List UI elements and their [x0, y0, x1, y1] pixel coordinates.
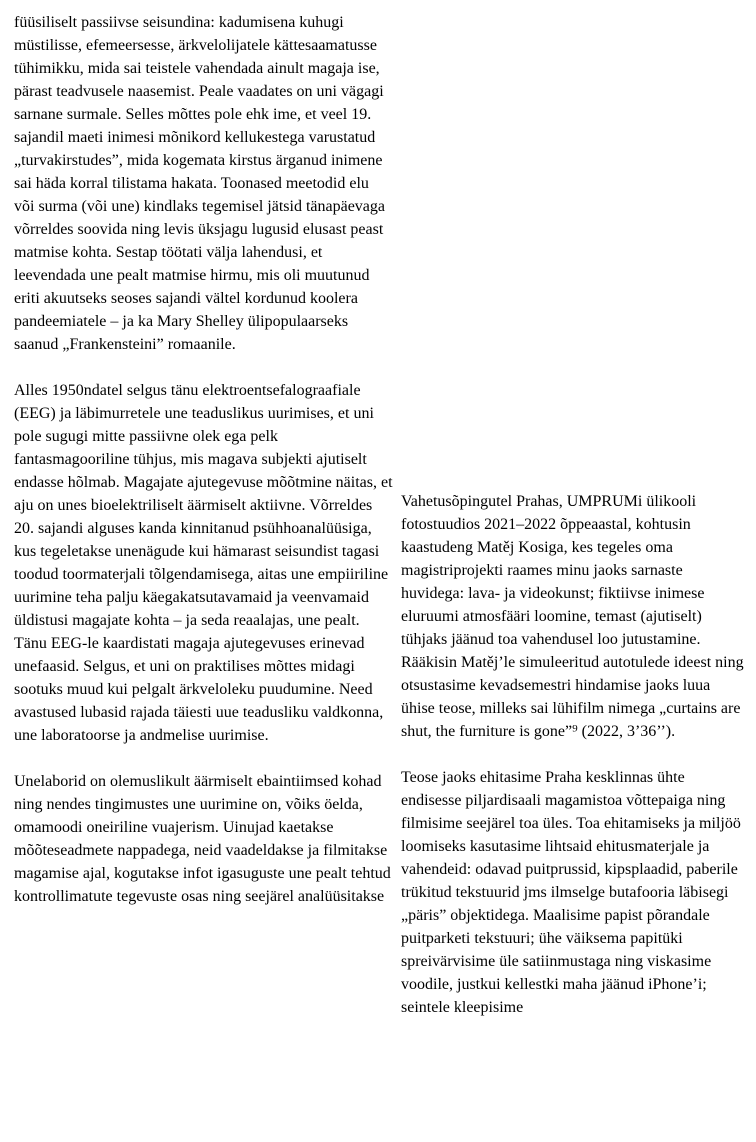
body-paragraph: Unelaborid on olemuslikult äärmiselt ebaintiimsed kohad ning nendes tingimustes une uurimine on, võiks öelda, omamoodi oneiriline vuajerism. Uinujad kaetakse mõõteseadmete nappadega, neid vaadeldakse ja filmitakse magamise ajal, kogutakse infot igasuguste une pealt tehtud kontrollimatute tegevuste osas ning seejärel analüüsitakse — [14, 773, 391, 905]
right-text-column — [401, 490, 748, 1019]
left-text-column — [14, 11, 393, 908]
body-paragraph: Vahetusõpingutel Prahas, UMPRUMi ülikooli fotostuudios 2021–2022 õppeaastal, kohtusin kaastudeng Matěj Kosiga, kes tegeles oma magistriprojekti raames minu jaoks sarnaste huvidega: lava- ja videokunst; fiktiivse inimese eluruumi atmosfääri loomine, temast (ajutiselt) tühjaks jäänud toa vahendusel loo jutustamine. Rääkisin Matěj’le simuleeritud autotulede ideest ning otsustasime kevadsemestri hindamise jaoks luua ühise teose, milleks sai lühifilm nimega „curtains are shut, the furniture is gone”⁹ (2022, 3’36’’). — [401, 493, 744, 740]
body-paragraph: Teose jaoks ehitasime Praha kesklinnas ühte endisesse piljardisaali magamistoa võttepaiga ning filmisime seejärel toa üles. Toa ehitamiseks ja miljöö loomiseks kasutasime lihtsaid ehitusmaterjale ja vahendeid: odavad puitprussid, kipsplaadid, paberile trükitud tekstuurid jms ilmselge butafooria läbisegi „päris” objektidega. Maalisime papist põrandale puitparketi tekstuuri; ühe väiksema papitüki spreivärvisime üle satiinmustaga ning viskasime voodile, justkui kellestki maha jäänud iPhone’i; seintele kleepisime — [401, 769, 741, 1016]
body-paragraph: Alles 1950ndatel selgus tänu elektroentsefalograafiale (EEG) ja läbimurretele une teaduslikus uurimises, et uni pole sugugi mitte passiivne olek ega pelk fantasmagooriline tühjus, mis magava subjekti ajutiselt endasse hõlmab. Magajate ajutegevuse mõõtmine näitas, et aju on unes bioelektriliselt äärmiselt aktiivne. Võrreldes 20. sajandi alguses kanda kinnitanud psühhoanalüüsiga, kus tegeletakse unenägude kui hämarast seisundist tagasi toodud toormaterjali tõlgendamisega, aitas une empiiriline uurimine teha palju käegakatsutavamaid ja veenvamaid üldistusi magajate kohta – ja seda reaalajas, une pealt. Tänu EEG-le kaardistati magaja ajutegevuses erinevad unefaasid. Selgus, et uni on praktilises mõttes midagi sootuks muud kui pelgalt ärkveloleku puudumine. Need avastused lubasid rajada täiesti uue teadusliku valdkonna, une laboratoorse ja andmelise uurimise. — [14, 382, 393, 744]
body-paragraph: füüsiliselt passiivse seisundina: kadumisena kuhugi müstilisse, efemeersesse, ärkvelolijatele kättesaamatusse tühimikku, mida sai teistele vahendada ainult magaja ise, pärast teadvusele naasemist. Peale vaadates on uni vägagi sarnane surmale. Selles mõttes pole ehk ime, et veel 19. sajandil maeti inimesi mõnikord kellukestega varustatud „turvakirstudes”, mida kogemata kirstus ärganud inimene sai häda korral tilistama hakata. Toonased meetodid elu või surma (või une) kindlaks tegemisel jätsid tänapäevaga võrreldes soovida ning levis üksjagu lugusid elusast peast matmise kohta. Sestap töötati välja lahendusi, et leevendada une pealt matmise hirmu, mis oli muutunud eriti akuutseks seoses sajandi vältel kordunud koolera pandeemiatele – ja ka Mary Shelley ülipopulaarseks saanud „Frankensteini” romaanile. — [14, 14, 385, 353]
